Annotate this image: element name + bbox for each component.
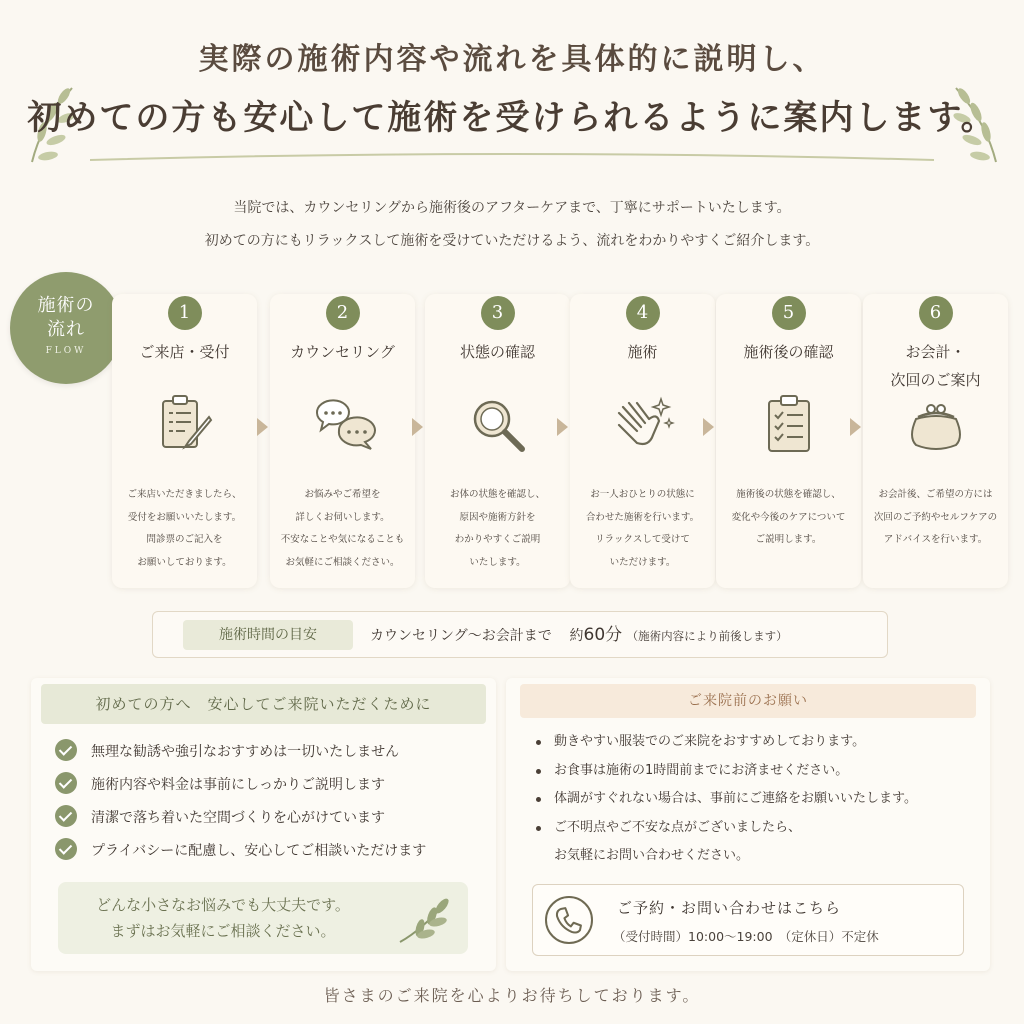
flow-badge bbox=[10, 272, 122, 384]
time-about: 約 bbox=[569, 628, 584, 644]
step-desc-line: アドバイスを行います。 bbox=[883, 534, 988, 545]
step-desc-line: お会計後、ご希望の方には bbox=[878, 489, 993, 500]
check-icon bbox=[55, 805, 77, 827]
step-desc-line: ご説明します。 bbox=[755, 534, 822, 545]
intro-line1: 当院では、カウンセリングから施術後のアフターケアまで、丁寧にサポートいたします。 bbox=[233, 200, 791, 216]
step-desc-line: わかりやすくご説明 bbox=[454, 534, 541, 545]
step-desc-line: お悩みやご希望を bbox=[304, 489, 381, 500]
step-description bbox=[270, 484, 415, 574]
step-arrow-icon bbox=[850, 418, 861, 436]
first-visit-list bbox=[55, 736, 426, 868]
step-desc-line: リラックスして受けて bbox=[595, 534, 690, 545]
step-desc-line: 次回のご予約やセルフケアの bbox=[873, 511, 998, 523]
page-title-line1: 実際の施術内容や流れを具体的に説明し、 bbox=[198, 42, 826, 77]
first-visit-panel bbox=[31, 678, 496, 971]
step-arrow-icon bbox=[703, 418, 714, 436]
list-item-text: 体調がすぐれない場合は、事前にご連絡をお願いいたします。 bbox=[554, 791, 917, 806]
step-desc-line: 変化や今後のケアについて bbox=[731, 511, 846, 523]
flow-badge-sub: FLOW bbox=[45, 346, 87, 356]
step-desc-line: 合わせた施術を行います。 bbox=[585, 511, 700, 523]
treatment-time-bar bbox=[152, 611, 888, 658]
list-item bbox=[55, 802, 426, 835]
reassure-text bbox=[58, 892, 388, 944]
reassure-line1: どんな小さなお悩みでも大丈夫です。 bbox=[96, 896, 350, 914]
list-item-text: お食事は施術の1時間前までにお済ませください。 bbox=[554, 762, 849, 778]
time-duration: 60分 bbox=[583, 625, 623, 645]
flow-badge-line2: 流れ bbox=[47, 319, 85, 340]
flow-step-1 bbox=[112, 294, 257, 588]
step-desc-line: お体の状態を確認し、 bbox=[449, 489, 545, 500]
step-arrow-icon bbox=[257, 418, 268, 436]
clipboard-pen-icon bbox=[151, 391, 219, 459]
list-item bbox=[536, 814, 917, 871]
list-item bbox=[55, 736, 426, 769]
step-number: 5 bbox=[772, 296, 806, 330]
list-item bbox=[536, 728, 917, 757]
time-note: （施術内容により前後します） bbox=[626, 629, 788, 643]
step-description bbox=[863, 484, 1008, 552]
step-description bbox=[112, 484, 257, 574]
time-label: 施術時間の目安 bbox=[183, 620, 353, 650]
header bbox=[0, 0, 1024, 175]
step-title bbox=[570, 338, 715, 366]
contact-title[interactable]: ご予約・お問い合わせはこちら bbox=[617, 899, 842, 917]
phone-icon bbox=[545, 896, 593, 944]
intro-text bbox=[0, 192, 1024, 258]
step-desc-line: 受付をお願いいたします。 bbox=[127, 511, 242, 523]
flow-step-5 bbox=[716, 294, 861, 588]
step-title bbox=[270, 338, 415, 366]
flow-step-3 bbox=[425, 294, 570, 588]
step-desc-line: ご来店いただきましたら、 bbox=[127, 489, 242, 500]
footer-message: 皆さまのご来院を心よりお待ちしております。 bbox=[323, 986, 701, 1005]
reassure-line2: まずはお気軽にご相談ください。 bbox=[110, 922, 336, 940]
step-number: 3 bbox=[481, 296, 515, 330]
step-title-line1: 施術 bbox=[627, 343, 658, 361]
flow-badge-title bbox=[10, 294, 122, 342]
list-item bbox=[536, 757, 917, 786]
flow-badge-line1: 施術の bbox=[37, 295, 95, 316]
magnifier-icon bbox=[464, 391, 532, 459]
step-desc-line: 不安なことや気になることも bbox=[280, 534, 405, 545]
before-visit-heading: ご来院前のお願い bbox=[520, 684, 976, 718]
step-number: 4 bbox=[626, 296, 660, 330]
step-desc-line: 原因や施術方針を bbox=[459, 511, 536, 523]
hand-sparkle-icon bbox=[609, 391, 677, 459]
step-arrow-icon bbox=[412, 418, 423, 436]
leaf-branch-icon bbox=[398, 896, 454, 944]
step-desc-line: いたします。 bbox=[469, 556, 526, 568]
list-item-text: 無理な勧誘や強引なおすすめは一切いたしません bbox=[91, 744, 400, 760]
step-title-line1: ご来店・受付 bbox=[139, 343, 230, 361]
list-item-text: プライバシーに配慮し、安心してご相談いただけます bbox=[91, 843, 427, 859]
list-item-text: 動きやすい服装でのご来院をおすすめしております。 bbox=[554, 734, 866, 749]
step-title-line1: カウンセリング bbox=[290, 343, 395, 361]
page-title-line2: 初めての方も安心して施術を受けられるように案内します。 bbox=[27, 98, 997, 138]
reassure-box bbox=[58, 882, 468, 954]
contact-box[interactable] bbox=[532, 884, 964, 956]
list-item-text: 施術内容や料金は事前にしっかりご説明します bbox=[91, 777, 385, 793]
check-icon bbox=[55, 739, 77, 761]
step-desc-line: お一人おひとりの状態に bbox=[590, 489, 695, 500]
title-underline bbox=[90, 150, 934, 164]
check-icon bbox=[55, 838, 77, 860]
step-title bbox=[716, 338, 861, 366]
first-visit-heading: 初めての方へ 安心してご来院いただくために bbox=[41, 684, 486, 724]
list-item-text-cont: お気軽にお問い合わせください。 bbox=[554, 848, 750, 863]
step-title bbox=[112, 338, 257, 366]
step-description bbox=[425, 484, 570, 574]
step-desc-line: 施術後の状態を確認し、 bbox=[736, 489, 841, 500]
step-description bbox=[716, 484, 861, 552]
list-item-text: ご不明点やご不安な点がございましたら、 bbox=[554, 819, 802, 835]
step-number: 6 bbox=[919, 296, 953, 330]
step-desc-line: お願いしております。 bbox=[137, 556, 232, 568]
list-item bbox=[55, 769, 426, 802]
list-item-text: 清潔で落ち着いた空間づくりを心がけています bbox=[91, 810, 385, 826]
time-range: カウンセリング〜お会計まで bbox=[370, 628, 552, 644]
flow-step-2 bbox=[270, 294, 415, 588]
contact-hours: （受付時間）10:00〜19:00 （定休日）不定休 bbox=[613, 929, 879, 944]
step-title bbox=[863, 338, 1008, 394]
step-desc-line: 問診票のご記入を bbox=[146, 534, 223, 545]
flow-step-4 bbox=[570, 294, 715, 588]
step-desc-line: いただけます。 bbox=[609, 556, 676, 568]
coin-purse-icon bbox=[902, 391, 970, 459]
before-visit-panel bbox=[506, 678, 990, 971]
step-title bbox=[425, 338, 570, 366]
step-number: 2 bbox=[326, 296, 360, 330]
step-arrow-icon bbox=[557, 418, 568, 436]
list-item bbox=[536, 785, 917, 814]
step-desc-line: 詳しくお伺いします。 bbox=[295, 511, 390, 523]
step-description bbox=[570, 484, 715, 574]
speech-bubbles-icon bbox=[309, 391, 377, 459]
intro-line2: 初めての方にもリラックスして施術を受けていただけるよう、流れをわかりやすくご紹介します。 bbox=[204, 233, 820, 249]
step-title-line1: 施術後の確認 bbox=[743, 343, 834, 361]
before-visit-list bbox=[536, 728, 917, 871]
check-icon bbox=[55, 772, 77, 794]
step-title-line1: 状態の確認 bbox=[459, 343, 535, 361]
step-number: 1 bbox=[168, 296, 202, 330]
step-desc-line: お気軽にご相談ください。 bbox=[285, 556, 400, 568]
list-item bbox=[55, 835, 426, 868]
step-title-line2: 次回のご案内 bbox=[890, 371, 981, 389]
checklist-icon bbox=[755, 391, 823, 459]
step-title-line1: お会計・ bbox=[905, 343, 966, 361]
flow-step-6 bbox=[863, 294, 1008, 588]
time-text bbox=[370, 612, 788, 660]
